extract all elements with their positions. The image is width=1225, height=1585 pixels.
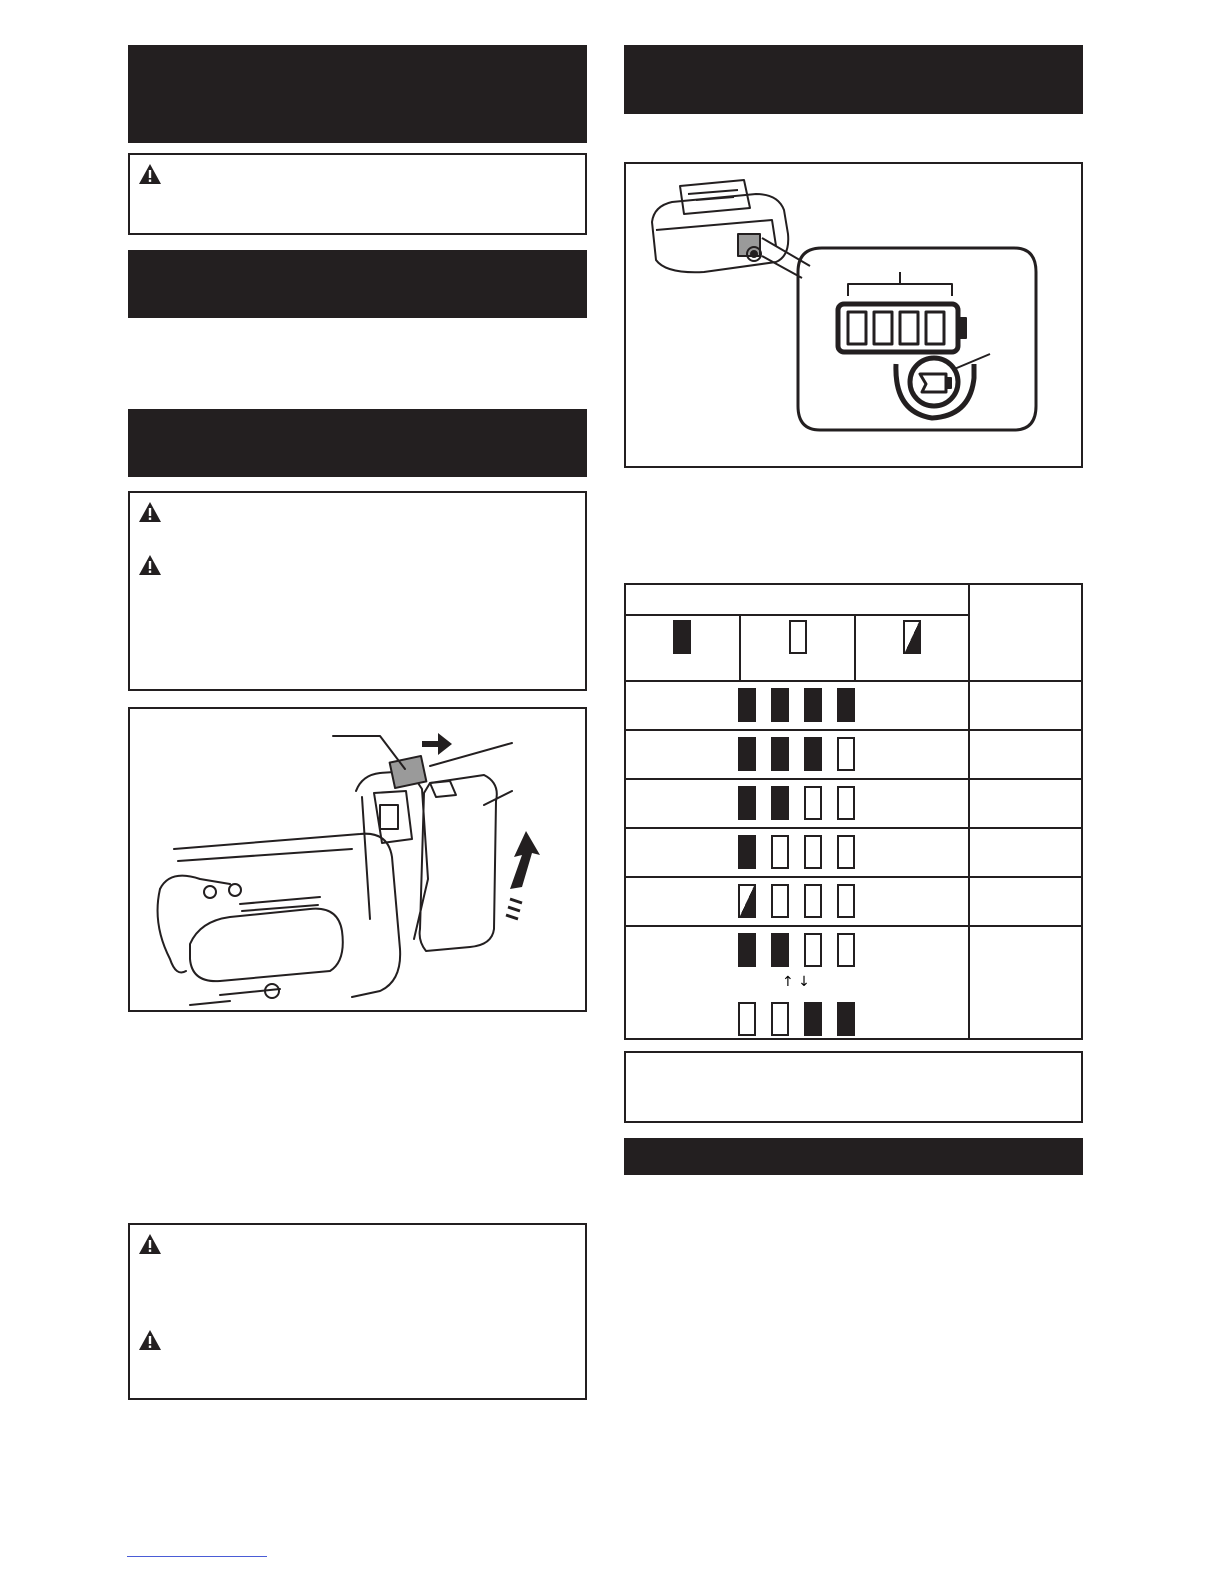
indicator-lamp-on bbox=[738, 688, 756, 722]
indicator-lamp-on bbox=[771, 786, 789, 820]
warning-triangle-icon bbox=[138, 1329, 162, 1351]
indicator-lamp-off bbox=[804, 884, 822, 918]
indicator-lamp-off bbox=[837, 884, 855, 918]
indicator-rows bbox=[626, 585, 968, 1038]
indicator-lamp-off bbox=[771, 884, 789, 918]
indicator-lamp-off bbox=[837, 786, 855, 820]
indicator-lamp-off bbox=[837, 737, 855, 771]
footer-link-rule bbox=[127, 1556, 267, 1557]
indicator-lamp-on bbox=[771, 737, 789, 771]
indicator-lamp-on bbox=[771, 933, 789, 967]
indicator-lamp-on bbox=[804, 688, 822, 722]
battery-indicator-figure bbox=[624, 162, 1083, 468]
left-warning-box-1 bbox=[128, 153, 587, 235]
indicator-lamp-on bbox=[837, 688, 855, 722]
indicator-lamp-on bbox=[738, 835, 756, 869]
indicator-lamp-on bbox=[738, 786, 756, 820]
left-warning-box-2 bbox=[128, 491, 587, 691]
left-header-bar-3 bbox=[128, 409, 587, 477]
indicator-lamp-on bbox=[804, 737, 822, 771]
battery-removal-illustration bbox=[130, 709, 585, 1010]
indicator-lamp-on bbox=[837, 1002, 855, 1036]
indicator-lamp-on bbox=[804, 1002, 822, 1036]
indicator-lamp-off bbox=[804, 835, 822, 869]
indicator-lamp-on bbox=[738, 737, 756, 771]
battery-removal-figure bbox=[128, 707, 587, 1012]
right-header-bar-2 bbox=[624, 1138, 1083, 1175]
right-note-box bbox=[624, 1051, 1083, 1123]
indicator-lamp-half bbox=[738, 884, 756, 918]
warning-triangle-icon bbox=[138, 501, 162, 523]
indicator-lamp-off bbox=[771, 835, 789, 869]
indicator-lamp-off bbox=[804, 933, 822, 967]
battery-capacity-table bbox=[624, 583, 1083, 1040]
indicator-lamp-off bbox=[837, 835, 855, 869]
indicator-lamp-off bbox=[837, 933, 855, 967]
indicator-lamp-on bbox=[771, 688, 789, 722]
indicator-lamp-on bbox=[738, 933, 756, 967]
indicator-lamp-off bbox=[804, 786, 822, 820]
left-header-bar-2 bbox=[128, 250, 587, 318]
alternating-arrows: ↑ ↓ bbox=[782, 974, 810, 990]
table-divider bbox=[968, 585, 970, 1038]
left-warning-box-3 bbox=[128, 1223, 587, 1400]
warning-triangle-icon bbox=[138, 554, 162, 576]
right-header-bar-1 bbox=[624, 45, 1083, 114]
indicator-lamp-off bbox=[771, 1002, 789, 1036]
warning-triangle-icon bbox=[138, 163, 162, 185]
warning-triangle-icon bbox=[138, 1233, 162, 1255]
left-header-bar-1 bbox=[128, 45, 587, 143]
indicator-lamp-off bbox=[738, 1002, 756, 1036]
battery-indicator-illustration bbox=[626, 164, 1081, 466]
